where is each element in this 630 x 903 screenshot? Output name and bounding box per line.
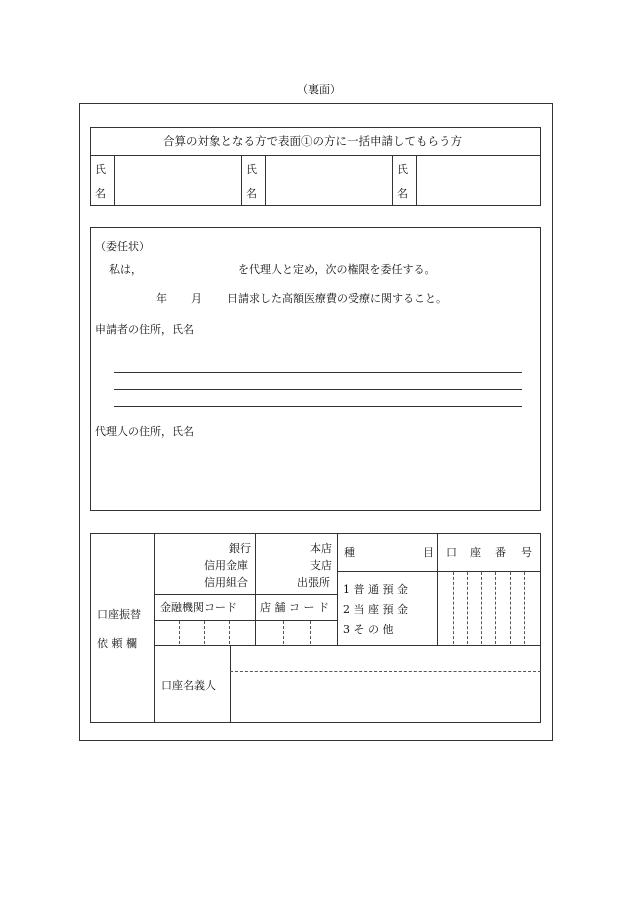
- agent-name-field[interactable]: [145, 260, 235, 278]
- kind-option-other[interactable]: 3 そ の 他: [343, 623, 394, 636]
- proxy-line1-suffix: を代理人と定め，次の権限を委任する。: [238, 263, 436, 276]
- kind-label: 目: [423, 546, 434, 559]
- kind-label: 種: [344, 546, 355, 559]
- name-label: 名: [397, 187, 408, 200]
- kind-option-ordinary[interactable]: 1 普 通 預 金: [343, 583, 408, 596]
- institution-code-label: 金融機関コード: [160, 601, 237, 614]
- proxy-year-label: 年: [156, 292, 167, 305]
- applicant-line[interactable]: [114, 389, 522, 390]
- branch-type-branch: 支店: [310, 559, 332, 572]
- name-field-2[interactable]: [266, 156, 391, 205]
- account-holder-label: 口座名義人: [161, 679, 216, 692]
- joint-table-header: 合算の対象となる方で表面①の方に一括申請してもらう方: [163, 134, 462, 148]
- account-holder-name-field[interactable]: [231, 672, 540, 722]
- institution-type-bank: 銀行: [229, 542, 251, 555]
- applicant-line[interactable]: [114, 372, 522, 373]
- page-label: （裏面）: [297, 83, 341, 96]
- proxy-month-label: 月: [191, 292, 202, 305]
- proxy-line1-prefix: 私は，: [109, 263, 142, 276]
- branch-type-main: 本店: [310, 542, 332, 555]
- institution-name-field[interactable]: [155, 534, 200, 593]
- institution-type-shinkin: 信用金庫: [204, 559, 248, 572]
- agent-label: 代理人の住所，氏名: [95, 425, 194, 438]
- account-number-label: 座: [470, 546, 481, 559]
- bank-side-label: 口座振替: [97, 608, 141, 621]
- account-number-label: 番: [495, 546, 506, 559]
- name-label: 氏: [95, 163, 106, 176]
- agent-address-field[interactable]: [95, 442, 535, 504]
- account-number-field[interactable]: [438, 572, 540, 644]
- branch-name-field[interactable]: [256, 534, 292, 593]
- proxy-title: （委任状）: [95, 240, 150, 253]
- name-field-1[interactable]: [115, 156, 240, 205]
- account-holder-kana-field[interactable]: [231, 646, 540, 670]
- branch-type-office: 出張所: [297, 576, 330, 589]
- account-number-label: 口: [446, 546, 457, 559]
- proxy-line2-rest: 日請求した高額医療費の受療に関すること。: [227, 292, 447, 305]
- name-field-3[interactable]: [417, 156, 540, 205]
- institution-code-field[interactable]: [155, 621, 254, 644]
- account-number-label: 号: [521, 546, 532, 559]
- name-label: 氏: [397, 163, 408, 176]
- branch-code-label: 店 舗 コ ー ド: [260, 601, 329, 614]
- applicant-line[interactable]: [114, 406, 522, 407]
- name-label: 名: [246, 187, 257, 200]
- bank-side-label: 依 頼 欄: [97, 637, 137, 650]
- applicant-label: 申請者の住所，氏名: [95, 323, 194, 336]
- kind-option-current[interactable]: 2 当 座 預 金: [343, 603, 408, 616]
- branch-code-field[interactable]: [256, 621, 336, 644]
- name-label: 氏: [246, 163, 257, 176]
- name-label: 名: [95, 187, 106, 200]
- institution-type-kumiai: 信用組合: [204, 576, 248, 589]
